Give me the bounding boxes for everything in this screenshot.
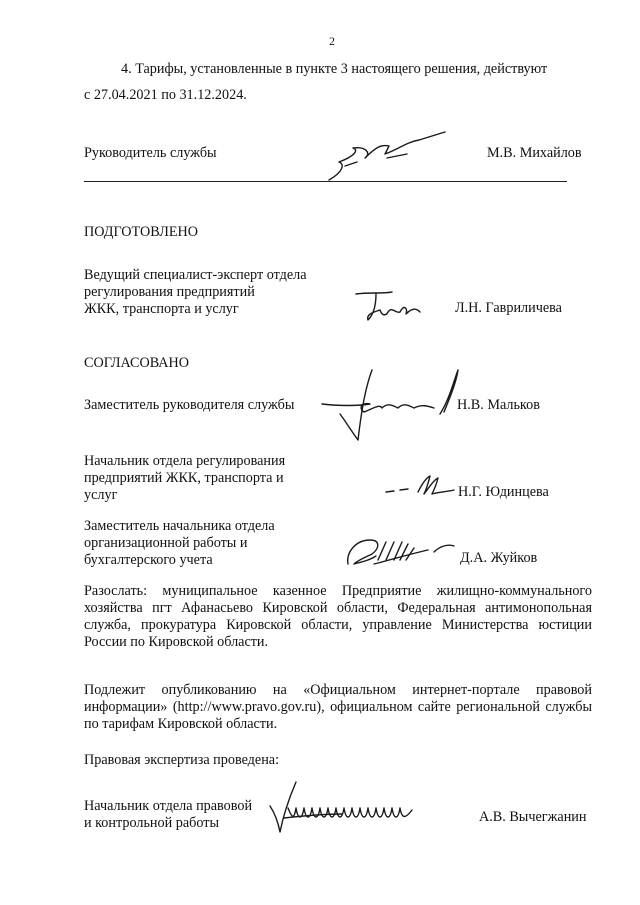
org-deputy-role-line: бухгалтерского учета: [84, 552, 213, 568]
clause-4-line-2: с 27.04.2021 по 31.12.2024.: [84, 87, 247, 103]
agreed-heading: СОГЛАСОВАНО: [84, 355, 190, 371]
prepared-signature: [352, 286, 427, 326]
distribution-list: Разослать: муниципальное казенное Предприятие жилищно-коммунального хозяйства пгт Афанасьево Кировской области, Федеральная антимонопольная служба, прокуратура Кировской области, управление Министерства юстиции России по Кировской области.: [84, 583, 592, 650]
signature-divider: [84, 181, 567, 182]
deputy-head-signature: [318, 362, 468, 444]
org-deputy-name: Д.А. Жуйков: [460, 550, 538, 566]
regulation-head-signature: [382, 470, 462, 500]
clause-4-line-1: 4. Тарифы, установленные в пункте 3 настоящего решения, действуют: [121, 61, 548, 77]
prepared-role-line: ЖКК, транспорта и услуг: [84, 301, 239, 317]
prepared-role-line: Ведущий специалист-эксперт отдела: [84, 267, 307, 283]
legal-head-signature: [262, 778, 440, 838]
deputy-head-name: Н.В. Мальков: [457, 397, 540, 413]
regulation-head-name: Н.Г. Юдинцева: [458, 484, 549, 500]
org-deputy-role-line: Заместитель начальника отдела: [84, 518, 275, 534]
head-signature: [315, 128, 465, 188]
publication-note: Подлежит опубликованию на «Официальном интернет-портале правовой информации» (http://www.pravo.gov.ru), официальном сайте региональной службы по тарифам Кировской области.: [84, 682, 592, 732]
prepared-name: Л.Н. Гавриличева: [455, 300, 562, 316]
regulation-head-role-line: предприятий ЖКК, транспорта и: [84, 470, 284, 486]
legal-head-name: А.В. Вычегжанин: [479, 809, 587, 825]
org-deputy-role-line: организационной работы и: [84, 535, 248, 551]
legal-head-role-line: и контрольной работы: [84, 815, 219, 831]
prepared-role-line: регулирования предприятий: [84, 284, 255, 300]
legal-head-role-line: Начальник отдела правовой: [84, 798, 253, 814]
legal-review-note: Правовая экспертиза проведена:: [84, 752, 280, 768]
page-number: 2: [329, 34, 335, 48]
org-deputy-signature: [340, 530, 458, 576]
head-role: Руководитель службы: [84, 145, 217, 161]
deputy-head-role: Заместитель руководителя службы: [84, 397, 295, 413]
prepared-heading: ПОДГОТОВЛЕНО: [84, 224, 198, 240]
regulation-head-role-line: услуг: [84, 487, 118, 503]
head-name: М.В. Михайлов: [487, 145, 582, 161]
regulation-head-role-line: Начальник отдела регулирования: [84, 453, 286, 469]
